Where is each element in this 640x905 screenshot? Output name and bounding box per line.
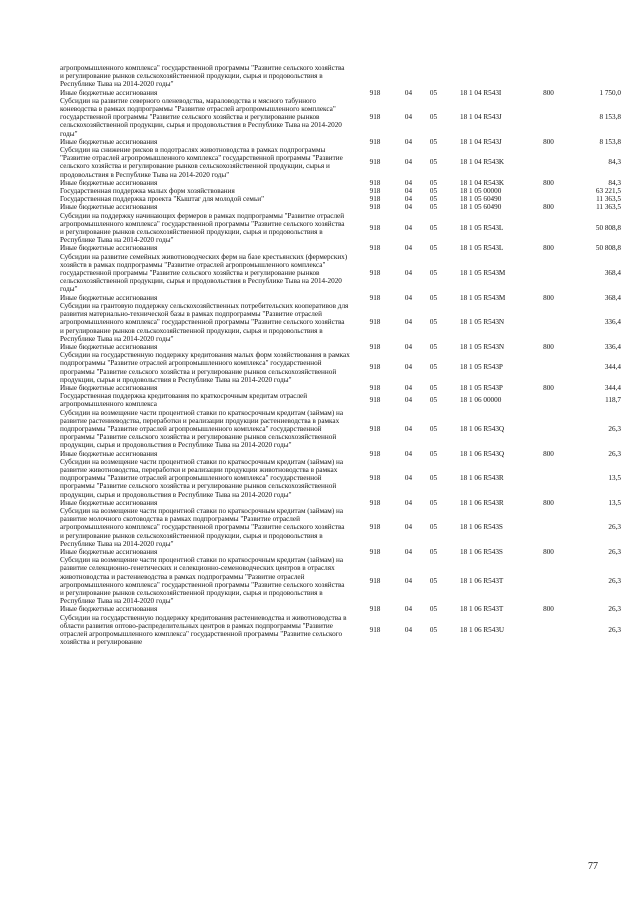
row-amount: 26,3 <box>608 605 621 614</box>
row-amount: 118,7 <box>605 396 621 405</box>
row-description: Государственная поддержка малых форм хозяйствования <box>60 187 235 196</box>
row-amount: 26,3 <box>608 576 621 585</box>
row-subsection: 05 <box>429 342 438 351</box>
row-target-article: 18 1 05 R543N <box>460 318 505 327</box>
row-subsection: 05 <box>429 576 438 585</box>
row-target-article: 18 1 05 60490 <box>460 203 502 212</box>
row-amount: 1 750,0 <box>599 88 621 97</box>
row-expense-type <box>531 64 566 89</box>
row-ministry-code: 918 <box>369 158 381 167</box>
row-subsection: 05 <box>429 547 438 556</box>
table-row <box>60 244 621 252</box>
row-target-article: 18 1 04 R543K <box>460 178 505 187</box>
row-section: 04 <box>404 625 413 634</box>
row-expense-type: 800 <box>543 547 554 556</box>
table-row <box>60 294 621 302</box>
row-amount: 50 808,8 <box>595 244 621 253</box>
row-amount: 26,3 <box>608 449 621 458</box>
row-ministry-code: 918 <box>369 396 381 405</box>
row-amount: 84,3 <box>608 158 621 167</box>
row-amount: 63 221,5 <box>595 187 621 196</box>
row-ministry-code: 918 <box>369 449 381 458</box>
table-row <box>60 458 621 499</box>
page-number: 77 <box>588 861 598 872</box>
row-amount: 336,4 <box>604 318 621 327</box>
table-row <box>60 187 621 195</box>
row-expense-type <box>531 97 566 138</box>
row-expense-type <box>531 351 566 384</box>
row-amount: 50 808,8 <box>595 223 621 232</box>
row-subsection: 05 <box>429 424 438 433</box>
row-subsection: 05 <box>429 88 438 97</box>
row-description: Иные бюджетные ассигнования <box>60 203 158 212</box>
row-expense-type: 800 <box>543 178 554 187</box>
row-subsection: 05 <box>429 498 438 507</box>
table-row <box>60 384 621 392</box>
row-expense-type: 800 <box>543 342 554 351</box>
row-ministry-code: 918 <box>369 424 381 433</box>
row-description: Государственная поддержка проекта "Кыштаг для молодой семьи" <box>60 195 265 204</box>
row-expense-type: 800 <box>543 293 554 302</box>
row-section <box>396 64 421 89</box>
row-description: Субсидии на возмещение части процентной ставки по краткосрочным кредитам (займам) на развитие молочного скотоводства в рамках подпрограммы "Развитие отраслей агропромышленного комплекса" государственной программы "Развитие сельского хозяйства и регулирование рынков сельскохозяйственной продукции, сырья и продовольствия в Республике Тыва на 2014-2020 годы" <box>60 506 345 548</box>
table-row <box>60 548 621 556</box>
row-description: Субсидии на государственную поддержку кредитования малых форм хозяйствования в рамках подпрограммы "Развитие отраслей агропромышленного комплекса" государственной программы "Развитие сельского хозяйства и регулирование рынков сельскохозяйственной продукции, сырья и продовольствия в Республике Тыва на 2014-2020 годы" <box>60 351 350 384</box>
row-expense-type: 800 <box>543 383 554 392</box>
row-section: 04 <box>404 474 413 483</box>
table-row <box>60 138 621 146</box>
row-amount: 11 363,5 <box>596 203 621 212</box>
row-description: Иные бюджетные ассигнования <box>60 244 158 253</box>
table-row <box>60 343 621 351</box>
row-target-article: 18 1 06 R543Q <box>460 424 505 433</box>
row-amount: 26,3 <box>608 523 621 532</box>
row-section: 04 <box>404 158 413 167</box>
row-subsection: 05 <box>429 293 438 302</box>
row-ministry-code: 918 <box>369 137 381 146</box>
table-row <box>60 212 621 245</box>
row-subsection: 05 <box>429 178 438 187</box>
row-expense-type <box>531 195 566 203</box>
row-amount: 344,4 <box>604 383 621 392</box>
row-subsection: 05 <box>429 195 438 204</box>
row-section: 04 <box>404 576 413 585</box>
row-ministry-code: 918 <box>369 187 381 196</box>
row-target-article: 18 1 04 R543I <box>460 88 502 97</box>
row-amount: 344,4 <box>604 363 621 372</box>
row-amount: 8 153,8 <box>599 113 621 122</box>
row-ministry-code: 918 <box>369 244 381 253</box>
row-section: 04 <box>404 498 413 507</box>
row-expense-type <box>531 409 566 450</box>
row-ministry-code <box>354 64 396 89</box>
row-target-article: 18 1 05 R543L <box>460 244 504 253</box>
row-section: 04 <box>404 203 413 212</box>
row-ministry-code: 918 <box>369 474 381 483</box>
row-section: 04 <box>404 383 413 392</box>
row-section: 04 <box>404 363 413 372</box>
row-expense-type <box>531 614 566 647</box>
table-row <box>60 392 621 408</box>
row-target-article: 18 1 06 R543S <box>460 523 503 532</box>
row-expense-type: 800 <box>543 88 554 97</box>
table-row <box>60 556 621 605</box>
table-row <box>60 89 621 97</box>
table-row <box>60 499 621 507</box>
table-row <box>60 253 621 294</box>
row-ministry-code: 918 <box>369 605 381 614</box>
row-description: Субсидии на грантовую поддержку сельскохозяйственных потребительских кооперативов для развития материально-технической базы в рамках подпрограммы "Развитие отраслей агропромышленного комплекса" государственной программы "Развитие сельского хозяйства и регулирование рынков сельскохозяйственной продукции, сырья и продовольствия в Республике Тыва на 2014-2020 годы" <box>60 301 349 343</box>
row-section: 04 <box>404 342 413 351</box>
row-expense-type <box>531 187 566 195</box>
row-section: 04 <box>404 318 413 327</box>
row-section: 04 <box>404 293 413 302</box>
row-expense-type: 800 <box>543 203 554 212</box>
row-section: 04 <box>404 223 413 232</box>
table-row <box>60 302 621 343</box>
row-target-article: 18 1 06 R543S <box>460 547 503 556</box>
table-row <box>60 97 621 138</box>
row-target-article: 18 1 05 R543M <box>460 269 506 278</box>
row-target-article: 18 1 06 R543T <box>460 605 504 614</box>
row-description: Субсидии на развитие северного оленеводства, мараловодства и мясного табунного коневодства в рамках подпрограммы "Развитие отраслей агропромышленного комплекса" государственной программы "Развитие сельского хозяйства и регулирование рынков сельскохозяйственной продукции, сырья и продовольствия в Республике Тыва на 2014-2020 годы" <box>60 96 342 138</box>
row-target-article: 18 1 06 R543U <box>460 625 505 634</box>
row-description: Иные бюджетные ассигнования <box>60 547 158 556</box>
row-ministry-code: 918 <box>369 195 381 204</box>
row-target-article: 18 1 05 R543P <box>460 363 503 372</box>
row-target-article: 18 1 06 00000 <box>460 396 502 405</box>
row-subsection: 05 <box>429 523 438 532</box>
row-section: 04 <box>404 244 413 253</box>
row-ministry-code: 918 <box>369 342 381 351</box>
row-subsection: 05 <box>429 383 438 392</box>
row-target-article: 18 1 05 R543L <box>460 223 504 232</box>
budget-table-page <box>60 64 620 646</box>
row-expense-type <box>531 253 566 294</box>
row-description: Иные бюджетные ассигнования <box>60 88 158 97</box>
row-amount: 26,3 <box>608 547 621 556</box>
row-section: 04 <box>404 137 413 146</box>
table-row <box>60 614 621 647</box>
row-section: 04 <box>404 187 413 196</box>
table-row <box>60 507 621 548</box>
row-subsection <box>421 64 446 89</box>
budget-table-body <box>60 64 621 646</box>
row-expense-type <box>531 458 566 499</box>
row-amount: 84,3 <box>608 178 621 187</box>
row-description: Иные бюджетные ассигнования <box>60 383 158 392</box>
row-amount <box>566 64 621 89</box>
row-target-article: 18 1 06 R543Q <box>460 449 505 458</box>
row-subsection: 05 <box>429 363 438 372</box>
table-row <box>60 64 621 89</box>
row-subsection: 05 <box>429 244 438 253</box>
row-target-article: 18 1 05 00000 <box>460 187 502 196</box>
row-ministry-code: 918 <box>369 223 381 232</box>
row-expense-type <box>531 392 566 408</box>
row-section: 04 <box>404 269 413 278</box>
row-target-article: 18 1 06 R543R <box>460 498 504 507</box>
row-subsection: 05 <box>429 223 438 232</box>
row-section: 04 <box>404 523 413 532</box>
row-ministry-code: 918 <box>369 363 381 372</box>
row-description: Субсидии на развитие семейных животноводческих ферм на базе крестьянских (фермерских) хозяйств в рамках подпрограммы "Развитие отраслей агропромышленного комплекса" государственной программы "Развитие сельского хозяйства и регулирование рынков сельскохозяйственной продукции, сырья и продовольствия в Республике Тыва на 2014-2020 годы" <box>60 252 348 294</box>
row-subsection: 05 <box>429 474 438 483</box>
row-ministry-code: 918 <box>369 318 381 327</box>
row-amount: 368,4 <box>604 269 621 278</box>
row-expense-type <box>531 212 566 245</box>
row-expense-type: 800 <box>543 498 554 507</box>
row-target-article: 18 1 06 R543T <box>460 576 504 585</box>
row-subsection: 05 <box>429 396 438 405</box>
row-amount: 368,4 <box>604 293 621 302</box>
row-amount: 11 363,5 <box>596 195 621 204</box>
row-section: 04 <box>404 605 413 614</box>
table-row <box>60 203 621 211</box>
row-description: Субсидии на возмещение части процентной ставки по краткосрочным кредитам (займам) на развитие селекционно-генетических и селекционно-семеноводческих центров в отраслях животноводства и растениеводства в рамках подпрограммы "Развитие отраслей агропромышленного комплекса" государственной программы "Развитие сельского хозяйства и регулирование рынков сельскохозяйственной продукции, сырья и продовольствия в Республике Тыва на 2014-2020 годы" <box>60 556 345 606</box>
row-expense-type: 800 <box>543 244 554 253</box>
row-subsection: 05 <box>429 158 438 167</box>
row-subsection: 05 <box>429 449 438 458</box>
row-subsection: 05 <box>429 318 438 327</box>
row-subsection: 05 <box>429 187 438 196</box>
row-target-article <box>446 64 531 89</box>
row-subsection: 05 <box>429 113 438 122</box>
row-description: Субсидии на снижение рисков в подотраслях животноводства в рамках подпрограммы "Развитие отраслей агропромышленного комплекса" государственной программы "Развитие сельского хозяйства и регулирование рынков сельскохозяйственной продукции, сырья и продовольствия в Республике Тыва на 2014-2020 годы" <box>60 146 343 179</box>
table-row <box>60 146 621 179</box>
row-section: 04 <box>404 547 413 556</box>
table-row <box>60 195 621 203</box>
row-description: Иные бюджетные ассигнования <box>60 178 158 187</box>
row-section: 04 <box>404 424 413 433</box>
row-ministry-code: 918 <box>369 523 381 532</box>
row-target-article: 18 1 04 R543J <box>460 113 502 122</box>
row-target-article: 18 1 06 R543R <box>460 474 504 483</box>
row-amount: 8 153,8 <box>599 137 621 146</box>
row-ministry-code: 918 <box>369 498 381 507</box>
row-amount: 26,3 <box>608 625 621 634</box>
row-ministry-code: 918 <box>369 293 381 302</box>
row-ministry-code: 918 <box>369 625 381 634</box>
row-target-article: 18 1 05 R543M <box>460 293 506 302</box>
row-description: Субсидии на возмещение части процентной ставки по краткосрочным кредитам (займам) на развитие животноводства, переработки и реализации продукции животноводства в рамках подпрограммы "Развитие отраслей агропромышленного комплекса" государственной программы "Развитие сельского хозяйства и регулирование рынков сельскохозяйственной продукции, сырья и продовольствия в Республике Тыва на 2014-2020 годы" <box>60 457 344 499</box>
budget-table <box>60 64 621 646</box>
table-row <box>60 409 621 450</box>
table-row <box>60 450 621 458</box>
row-description: Субсидии на государственную поддержку кредитования растениеводства и животноводства в области развития оптово-распределительных центров в рамках подпрограммы "Развитие отраслей агропромышленного комплекса" государственной программы "Развитие сельского хозяйства и регулирование <box>60 613 347 647</box>
row-ministry-code: 918 <box>369 88 381 97</box>
row-expense-type: 800 <box>543 449 554 458</box>
row-ministry-code: 918 <box>369 269 381 278</box>
row-amount: 13,5 <box>608 498 621 507</box>
row-target-article: 18 1 05 60490 <box>460 195 502 204</box>
row-section: 04 <box>404 113 413 122</box>
row-subsection: 05 <box>429 203 438 212</box>
row-ministry-code: 918 <box>369 383 381 392</box>
row-description: Субсидии на поддержку начинающих фермеров в рамках подпрограммы "Развитие отраслей агропромышленного комплекса" государственной программы "Развитие сельского хозяйства и регулирование рынков сельскохозяйственной продукции, сырья и продовольствия в Республике Тыва на 2014-2020 годы" <box>60 211 345 245</box>
row-target-article: 18 1 04 R543K <box>460 158 505 167</box>
table-row <box>60 351 621 384</box>
row-section: 04 <box>404 449 413 458</box>
row-subsection: 05 <box>429 625 438 634</box>
row-section: 04 <box>404 396 413 405</box>
row-ministry-code: 918 <box>369 113 381 122</box>
row-description: агропромышленного комплекса" государственной программы "Развитие сельского хозяйства и регулирование рынков сельскохозяйственной продукции, сырья и продовольствия в Республике Тыва на 2014-2020 годы" <box>60 64 345 89</box>
row-description: Субсидии на возмещение части процентной ставки по краткосрочным кредитам (займам) на развитие растениеводства, переработки и реализации продукции растениеводства в рамках подпрограммы "Развитие отраслей агропромышленного комплекса" государственной программы "Развитие сельского хозяйства и регулирование рынков сельскохозяйственной продукции, сырья и продовольствия в Республике Тыва на 2014-2020 годы" <box>60 408 344 450</box>
row-section: 04 <box>404 195 413 204</box>
row-description: Иные бюджетные ассигнования <box>60 605 158 614</box>
row-description: Иные бюджетные ассигнования <box>60 137 158 146</box>
row-ministry-code: 918 <box>369 576 381 585</box>
row-description: Иные бюджетные ассигнования <box>60 293 158 302</box>
row-section: 04 <box>404 178 413 187</box>
row-amount: 336,4 <box>604 342 621 351</box>
row-expense-type: 800 <box>543 605 554 614</box>
row-amount: 26,3 <box>608 424 621 433</box>
row-amount: 13,5 <box>608 474 621 483</box>
row-description: Иные бюджетные ассигнования <box>60 342 158 351</box>
row-subsection: 05 <box>429 269 438 278</box>
row-expense-type <box>531 146 566 179</box>
row-description: Государственная поддержка кредитования по краткосрочным кредитам отраслей агропромышленного комплекса <box>60 392 308 409</box>
row-subsection: 05 <box>429 137 438 146</box>
row-expense-type <box>531 556 566 605</box>
row-expense-type <box>531 302 566 343</box>
row-subsection: 05 <box>429 605 438 614</box>
table-row <box>60 179 621 187</box>
row-expense-type <box>531 507 566 548</box>
row-section: 04 <box>404 88 413 97</box>
row-ministry-code: 918 <box>369 178 381 187</box>
table-row <box>60 605 621 613</box>
row-ministry-code: 918 <box>369 547 381 556</box>
row-target-article: 18 1 05 R543P <box>460 383 503 392</box>
row-target-article: 18 1 04 R543J <box>460 137 502 146</box>
row-description: Иные бюджетные ассигнования <box>60 498 158 507</box>
row-ministry-code: 918 <box>369 203 381 212</box>
row-expense-type: 800 <box>543 137 554 146</box>
row-description: Иные бюджетные ассигнования <box>60 449 158 458</box>
row-target-article: 18 1 05 R543N <box>460 342 505 351</box>
